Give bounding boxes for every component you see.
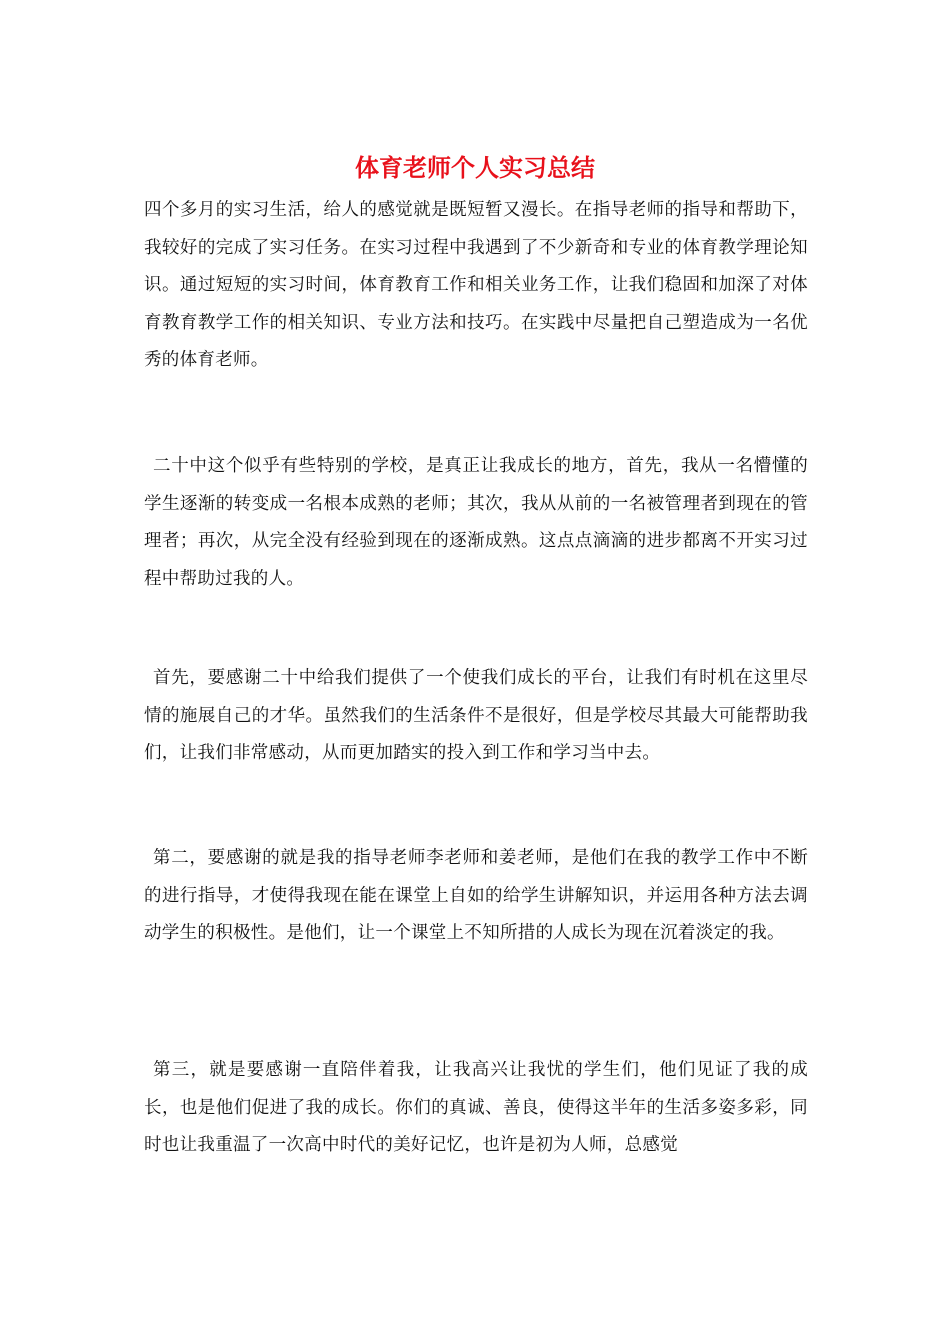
paragraph-thanks-mentors: 第二，要感谢的就是我的指导老师李老师和姜老师，是他们在我的教学工作中不断的进行指导，才使得我现在能在课堂上自如的给学生讲解知识，并运用各种方法去调动学生的积极性。是他们，让一个课堂上不知所措的人成长为现在沉着淡定的我。 [144,848,808,943]
paragraph-thanks-school: 首先，要感谢二十中给我们提供了一个使我们成长的平台，让我们有时机在这里尽情的施展自己的才华。虽然我们的生活条件不是很好，但是学校尽其最大可能帮助我们，让我们非常感动，从而更加踏实的投入到工作和学习当中去。 [144,668,808,763]
paragraph-school-growth: 二十中这个似乎有些特别的学校，是真正让我成长的地方，首先，我从一名懵懂的学生逐渐的转变成一名根本成熟的老师；其次，我从从前的一名被管理者到现在的管理者；再次，从完全没有经验到现在的逐渐成熟。这点点滴滴的进步都离不开实习过程中帮助过我的人。 [144,456,808,589]
document-title: 体育老师个人实习总结 [355,153,595,182]
paragraph-intro: 四个多月的实习生活，给人的感觉就是既短暂又漫长。在指导老师的指导和帮助下，我较好的完成了实习任务。在实习过程中我遇到了不少新奇和专业的体育教学理论知识。通过短短的实习时间，体育教育工作和相关业务工作，让我们稳固和加深了对体育教育教学工作的相关知识、专业方法和技巧。在实践中尽量把自己塑造成为一名优秀的体育老师。 [144,200,808,370]
paragraph-thanks-students: 第三，就是要感谢一直陪伴着我，让我高兴让我忧的学生们，他们见证了我的成长，也是他们促进了我的成长。你们的真诚、善良，使得这半年的生活多姿多彩，同时也让我重温了一次高中时代的美好记忆，也许是初为人师，总感觉 [144,1060,808,1155]
